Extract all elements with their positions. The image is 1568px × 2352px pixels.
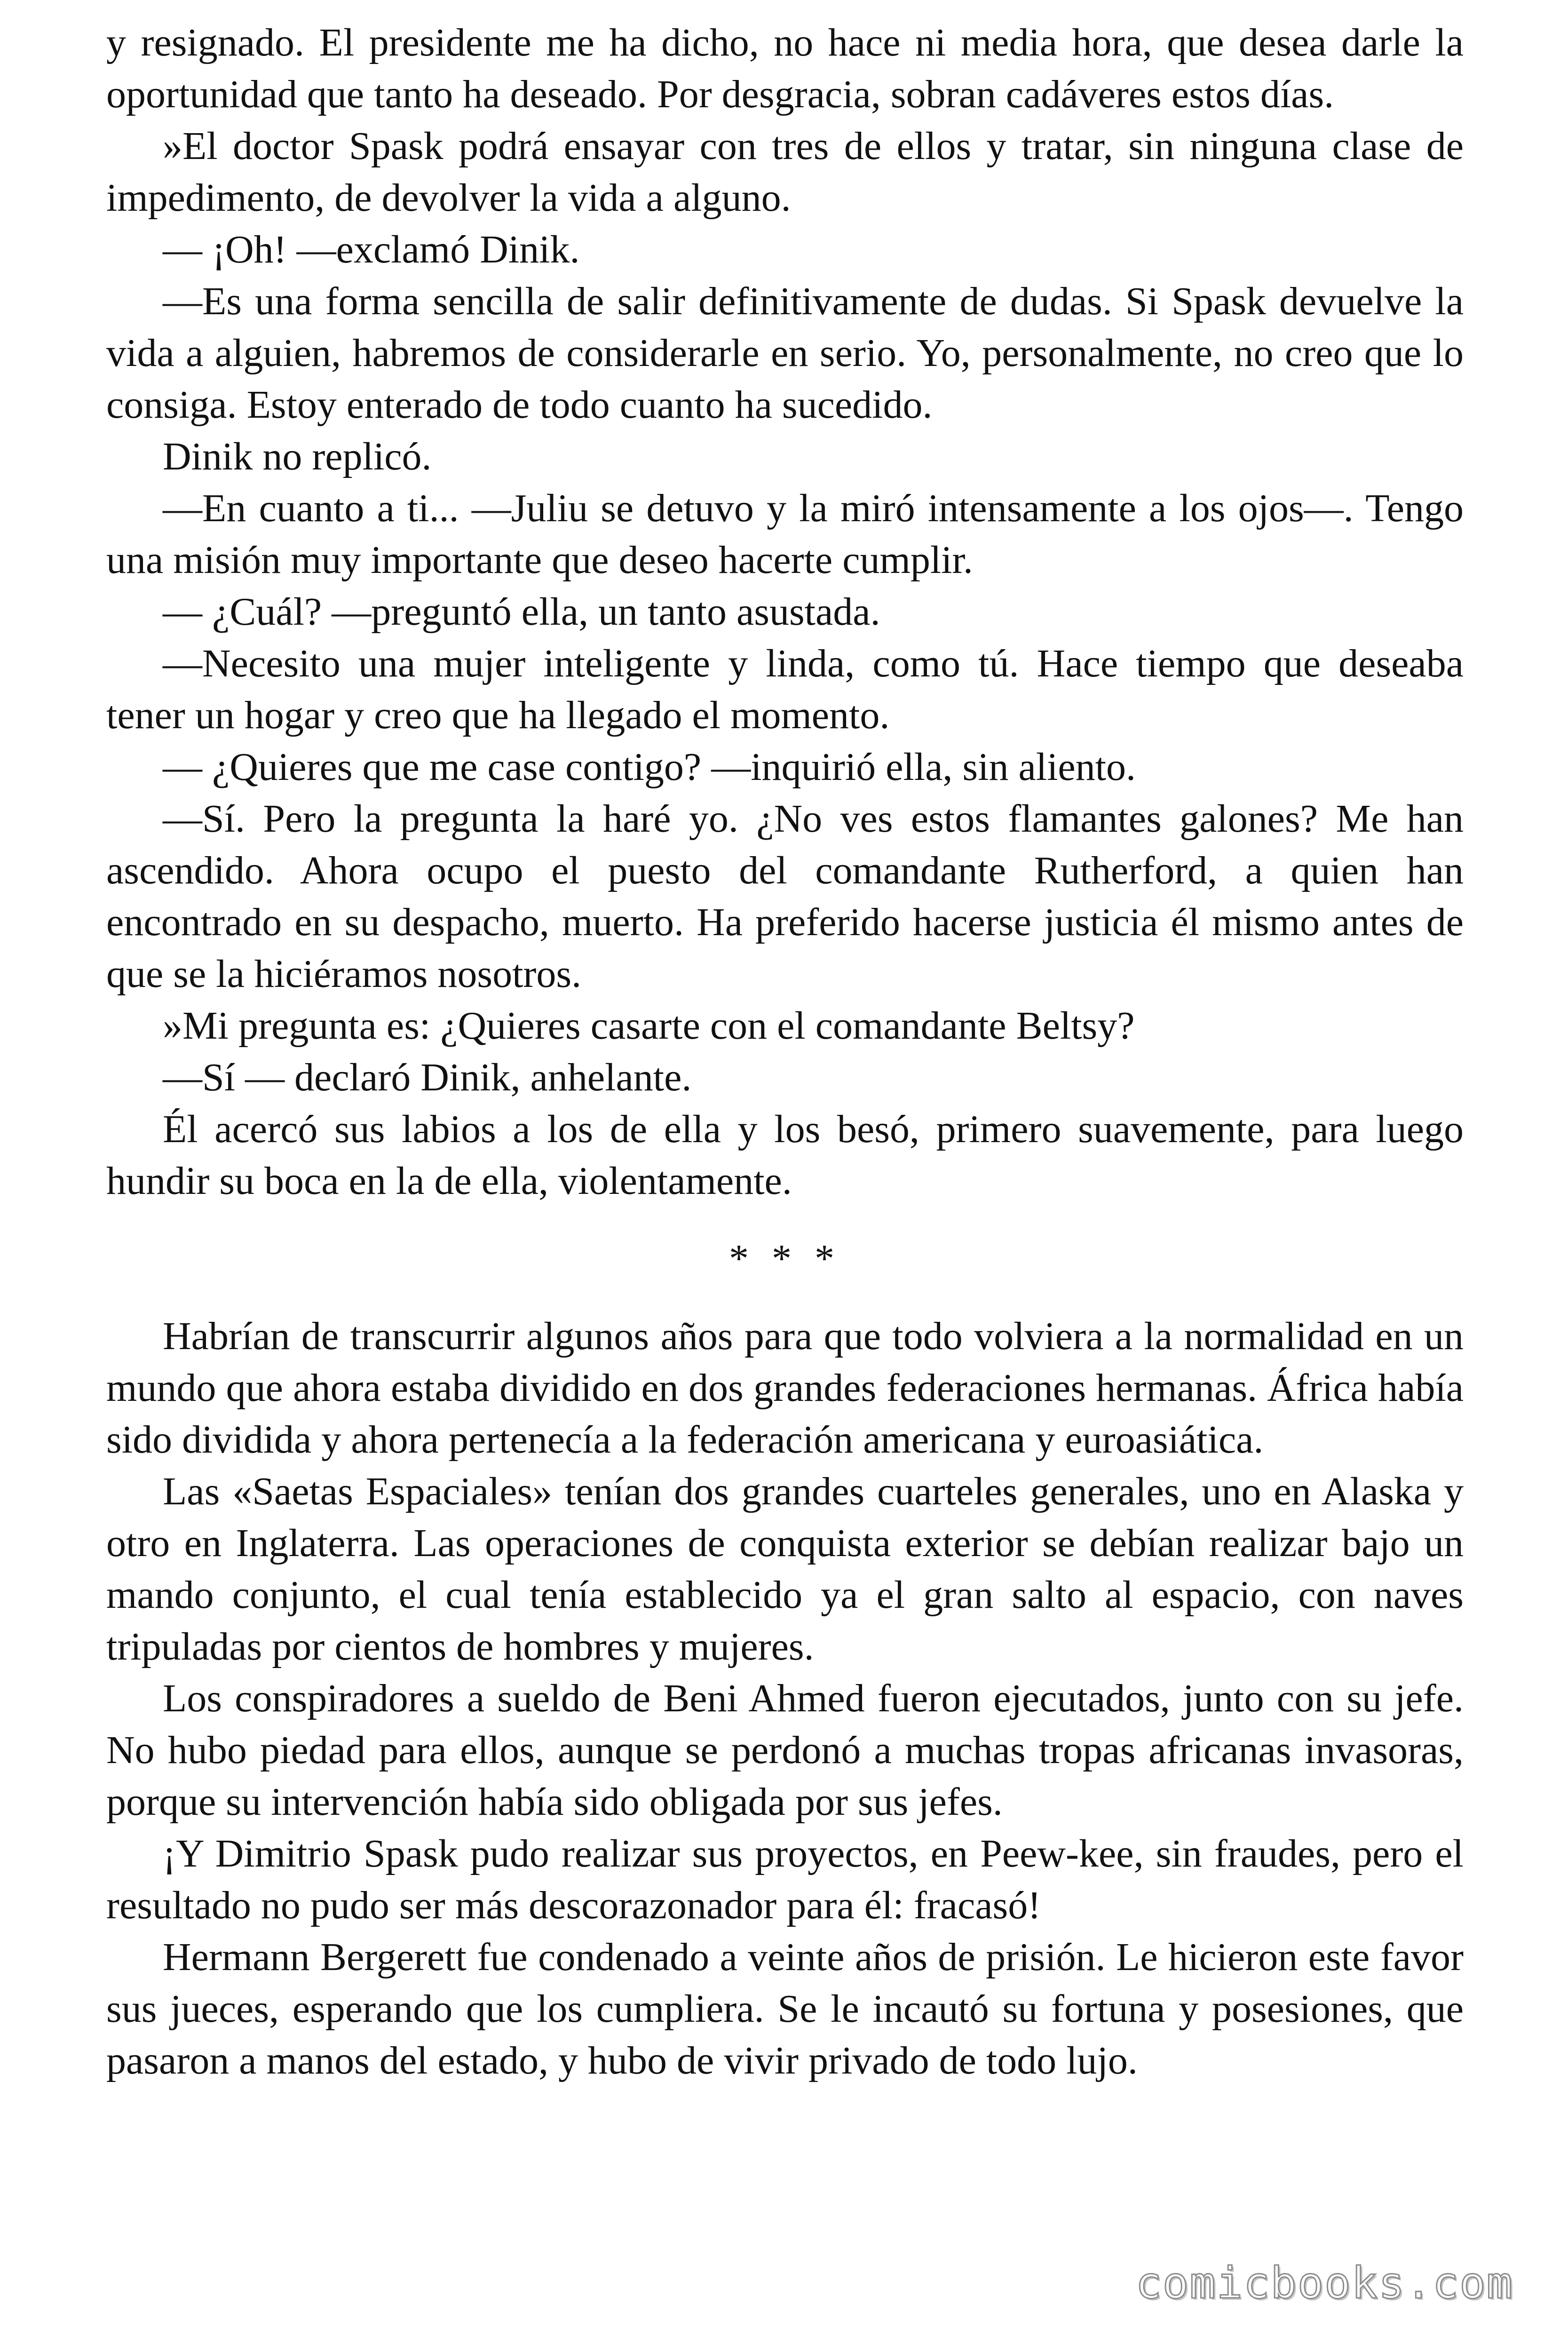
paragraph: ¡Y Dimitrio Spask pudo realizar sus proyectos, en Peew-kee, sin fraudes, pero el resultado no pudo ser más descorazonador para él: fracasó! [106,1832,1464,1927]
paragraph: — ¿Quieres que me case contigo? —inquirió ella, sin aliento. [163,745,1136,789]
paragraph: Dinik no replicó. [163,435,432,478]
watermark: comicbooks.com [1135,2258,1513,2308]
paragraph: —Es una forma sencilla de salir definitivamente de dudas. Si Spask devuelve la vida a alguien, habremos de considerarle en serio. Yo, personalmente, no creo que lo consiga. Estoy enterado de todo cuanto ha sucedido. [106,279,1464,427]
paragraph: Las «Saetas Espaciales» tenían dos grandes cuarteles generales, uno en Alaska y otro en Inglaterra. Las operaciones de conquista exterior se debían realizar bajo un mando conjunto, el cual tenía establecido ya el gran salto al espacio, con naves tripuladas por cientos de hombres y mujeres. [106,1470,1464,1669]
paragraph: Los conspiradores a sueldo de Beni Ahmed fueron ejecutados, junto con su jefe. No hubo piedad para ellos, aunque se perdonó a muchas tropas africanas invasoras, porque su intervención había sido obligada por sus jefes. [106,1677,1464,1824]
paragraph: y resignado. El presidente me ha dicho, no hace ni media hora, que desea darle la oportunidad que tanto ha deseado. Por desgracia, sobran cadáveres estos días. [106,21,1464,116]
paragraph: »El doctor Spask podrá ensayar con tres de ellos y tratar, sin ninguna clase de impedimento, de devolver la vida a alguno. [106,124,1464,220]
paragraph: —En cuanto a ti... —Juliu se detuvo y la miró intensamente a los ojos—. Tengo una misión muy importante que deseo hacerte cumplir. [106,486,1464,582]
paragraph: Él acercó sus labios a los de ella y los besó, primero suavemente, para luego hundir su boca en la de ella, violentamente. [106,1107,1464,1203]
paragraph: Habrían de transcurrir algunos años para que todo volviera a la normalidad en un mundo que ahora estaba dividido en dos grandes federaciones hermanas. África había sido dividida y ahora pertenecía a la federación americana y euroasiática. [106,1314,1464,1462]
paragraph: »Mi pregunta es: ¿Quieres casarte con el comandante Beltsy? [163,1004,1135,1048]
paragraph: —Sí — declaró Dinik, anhelante. [163,1056,692,1099]
paragraph: — ¿Cuál? —preguntó ella, un tanto asustada. [163,590,880,634]
document-page [106,17,1464,2087]
paragraph: — ¡Oh! —exclamó Dinik. [163,228,580,271]
section-separator: * * * [729,1237,841,1280]
paragraph: Hermann Bergerett fue condenado a veinte años de prisión. Le hicieron este favor sus jueces, esperando que los cumpliera. Se le incautó su fortuna y posesiones, que pasaron a manos del estado, y hubo de vivir privado de todo lujo. [106,1935,1464,2082]
paragraph: —Sí. Pero la pregunta la haré yo. ¿No ves estos flamantes galones? Me han ascendido. Ahora ocupo el puesto del comandante Rutherford, a quien han encontrado en su despacho, muerto. Ha preferido hacerse justicia él mismo antes de que se la hiciéramos nosotros. [106,797,1464,996]
paragraph: —Necesito una mujer inteligente y linda, como tú. Hace tiempo que deseaba tener un hogar y creo que ha llegado el momento. [106,642,1464,737]
